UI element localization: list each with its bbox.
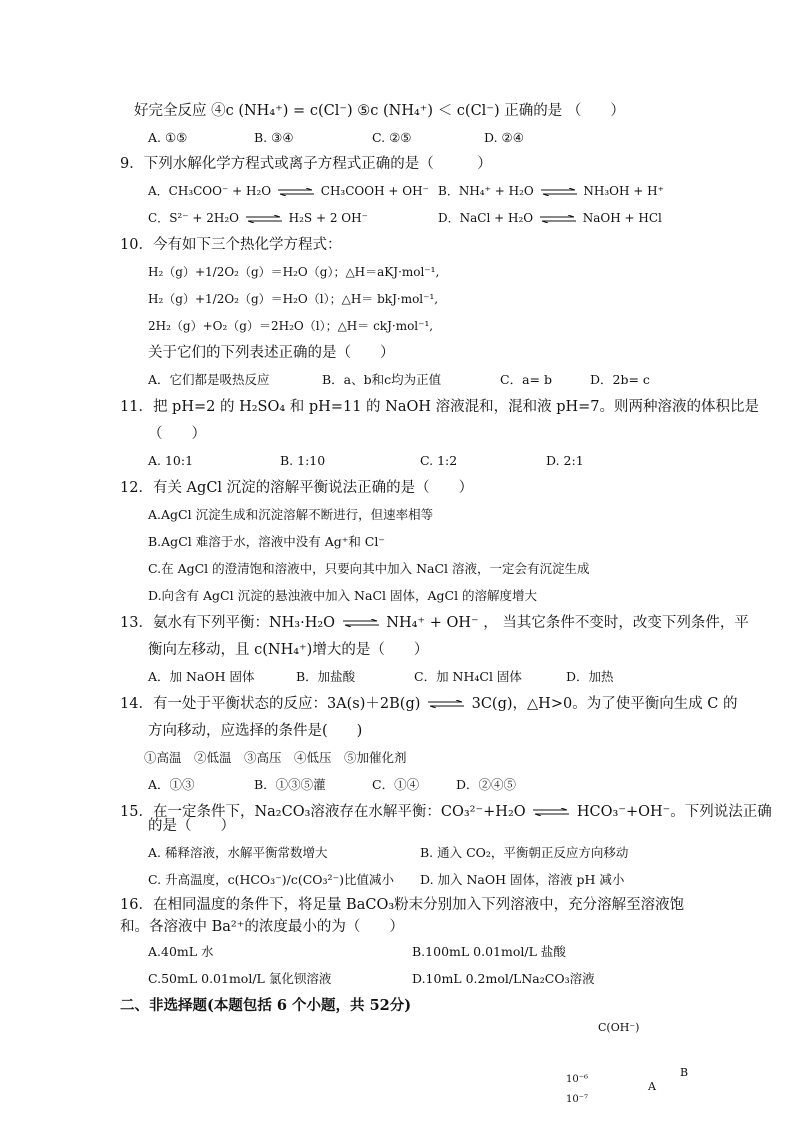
q14-conditions: ①高温 ②低温 ③高压 ④低压 ⑤加催化剂 <box>144 750 407 765</box>
q11-option-b: B. 1:10 <box>280 453 326 468</box>
q9-c-rhs: H₂S + 2 OH⁻ <box>288 211 368 225</box>
graph-point-a: A <box>648 1080 656 1093</box>
q9-c-label: C． <box>148 211 170 225</box>
q8-option-a: A. ①⑤ <box>148 130 188 145</box>
q8-option-d: D. ②④ <box>484 130 524 145</box>
q9-option-a <box>148 182 429 200</box>
q9-option-b <box>438 182 664 200</box>
q15-option-c: C. 升高温度，c(HCO₃⁻)/c(CO₃²⁻)比值减小 <box>148 872 395 887</box>
q9-stem: 9．下列水解化学方程式或离子方程式正确的是（ ） <box>120 156 492 172</box>
q12-option-a: A.AgCl 沉淀生成和沉淀溶解不断进行，但速率相等 <box>148 507 434 522</box>
q16-option-d: D.10mL 0.2mol/LNa₂CO₃溶液 <box>412 971 595 986</box>
q16-option-b: B.100mL 0.01mol/L 盐酸 <box>412 944 566 959</box>
equilibrium-arrow-icon <box>343 619 379 627</box>
q13-stem-2: 衡向左移动，且 c(NH₄⁺)增大的是（ ） <box>148 642 429 658</box>
q10-equation-1: H₂（g）+1/2O₂（g）＝H₂O（g）；△H＝aKJ·mol⁻¹, <box>148 265 440 279</box>
q10-option-a: A．它们都是吸热反应 <box>148 372 270 387</box>
q13-option-c: C．加 NH₄Cl 固体 <box>414 669 522 684</box>
q16-stem-2: 和。各溶液中 Ba²⁺的浓度最小的为（ ） <box>120 919 404 935</box>
q14-option-a: A．①③ <box>148 777 195 792</box>
q14-option-d: D．②④⑤ <box>456 777 517 792</box>
equilibrium-arrow-icon <box>540 215 576 223</box>
equilibrium-arrow-icon <box>246 215 282 223</box>
q11-option-d: D. 2:1 <box>546 453 584 468</box>
q15-option-b: B. 通入 CO₂，平衡朝正反应方向移动 <box>420 845 629 860</box>
q13-stem-a: 13．氨水有下列平衡：NH₃·H₂O <box>120 615 336 631</box>
q10-equation-2: H₂（g）+1/2O₂（g）＝H₂O（l）；△H＝ bkJ·mol⁻¹, <box>148 292 439 306</box>
graph-tick-1e-7: 10⁻⁷ <box>566 1094 589 1105</box>
section-heading: 二、非选择题(本题包括 6 个小题，共 52分) <box>120 997 412 1014</box>
q10-equation-3: 2H₂（g）+O₂（g）＝2H₂O（l）；△H＝ ckJ·mol⁻¹, <box>148 319 434 333</box>
q9-a-rhs: CH₃COOH + OH⁻ <box>320 184 429 198</box>
q8-option-b: B. ③④ <box>254 130 294 145</box>
q15-option-a: A. 稀释溶液，水解平衡常数增大 <box>148 845 328 860</box>
q10-option-c: C．a= b <box>500 372 552 387</box>
q9-a-label: A． <box>148 184 169 198</box>
q9-option-d <box>438 209 662 227</box>
q13-stem <box>120 614 749 632</box>
graph-tick-1e-6: 10⁻⁶ <box>566 1074 589 1085</box>
equilibrium-arrow-icon <box>533 808 569 816</box>
q9-b-lhs: NH₄⁺ + H₂O <box>458 184 534 198</box>
q9-a-lhs: CH₃COO⁻ + H₂O <box>168 184 272 198</box>
q11-paren: （ ） <box>148 426 206 442</box>
q16-option-a: A.40mL 水 <box>148 944 214 959</box>
q14-stem-a: 14．有一处于平衡状态的反应：3A(s)＋2B(g) <box>120 696 421 712</box>
q12-option-b: B.AgCl 难溶于水，溶液中没有 Ag⁺和 Cl⁻ <box>148 534 385 549</box>
q13-option-d: D．加热 <box>566 669 614 684</box>
q11-option-a: A. 10:1 <box>148 453 194 468</box>
q9-b-rhs: NH₃OH + H⁺ <box>583 184 664 198</box>
q14-stem-2: 方向移动，应选择的条件是( ) <box>148 723 363 739</box>
q12-option-c: C.在 AgCl 的澄清饱和溶液中，只要向其中加入 NaCl 溶液，一定会有沉淀生成 <box>148 561 590 576</box>
q11-stem: 11．把 pH=2 的 H₂SO₄ 和 pH=11 的 NaOH 溶液混和，混和液 pH=7。则两种溶液的体积比是 <box>120 399 760 415</box>
equilibrium-arrow-icon <box>278 188 314 196</box>
q15-stem-a: 15．在一定条件下，Na₂CO₃溶液存在水解平衡：CO₃²⁻+H₂O <box>120 804 526 820</box>
q10-option-b: B．a、b和c均为正值 <box>322 372 442 387</box>
q14-option-c: C．①④ <box>372 777 420 792</box>
graph-y-label: C(OH⁻) <box>598 1021 640 1034</box>
q13-stem-b: NH₄⁺ + OH⁻ ， 当其它条件不变时，改变下列条件，平 <box>386 615 749 631</box>
q11-option-c: C. 1:2 <box>420 453 458 468</box>
q12-stem: 12．有关 AgCl 沉淀的溶解平衡说法正确的是（ ） <box>120 480 474 496</box>
q9-d-rhs: NaOH + HCl <box>582 211 662 225</box>
q15-option-d: D. 加入 NaOH 固体，溶液 pH 减小 <box>420 872 625 887</box>
q9-d-label: D． <box>438 211 460 225</box>
q14-option-b: B．①③⑤灌 <box>254 777 326 792</box>
q15-stem-2: 的是（ ） <box>148 818 235 834</box>
q16-option-c: C.50mL 0.01mol/L 氯化钡溶液 <box>148 971 332 986</box>
q10-ask: 关于它们的下列表述正确的是（ ） <box>148 345 395 361</box>
graph-point-b: B <box>680 1066 689 1079</box>
q14-stem-b: 3C(g)，△H>0。为了使平衡向生成 C 的 <box>471 696 738 712</box>
q8-continuation: 好完全反应 ④c (NH₄⁺) = c(Cl⁻) ⑤c (NH₄⁺) ＜ c(Cl⁻) 正确的是 （ ） <box>134 103 625 119</box>
q8-option-c: C. ②⑤ <box>372 130 412 145</box>
q10-option-d: D．2b= c <box>590 372 650 387</box>
q9-option-c <box>148 209 368 227</box>
q14-stem <box>120 695 738 713</box>
q13-option-b: B．加盐酸 <box>296 669 356 684</box>
q15-stem-b: HCO₃⁻+OH⁻。下列说法正确 <box>576 804 772 820</box>
q9-d-lhs: NaCl + H₂O <box>459 211 534 225</box>
q12-option-d: D.向含有 AgCl 沉淀的悬浊液中加入 NaCl 固体，AgCl 的溶解度增大 <box>148 588 538 603</box>
q16-stem: 16．在相同温度的条件下，将足量 BaCO₃粉末分别加入下列溶液中，充分溶解至溶液饱 <box>120 897 685 913</box>
equilibrium-arrow-icon <box>541 188 577 196</box>
q10-stem: 10．今有如下三个热化学方程式： <box>120 237 342 253</box>
q13-option-a: A．加 NaOH 固体 <box>148 669 255 684</box>
equilibrium-arrow-icon <box>428 700 464 708</box>
q9-b-label: B． <box>438 184 459 198</box>
q9-c-lhs: S²⁻ + 2H₂O <box>169 211 239 225</box>
